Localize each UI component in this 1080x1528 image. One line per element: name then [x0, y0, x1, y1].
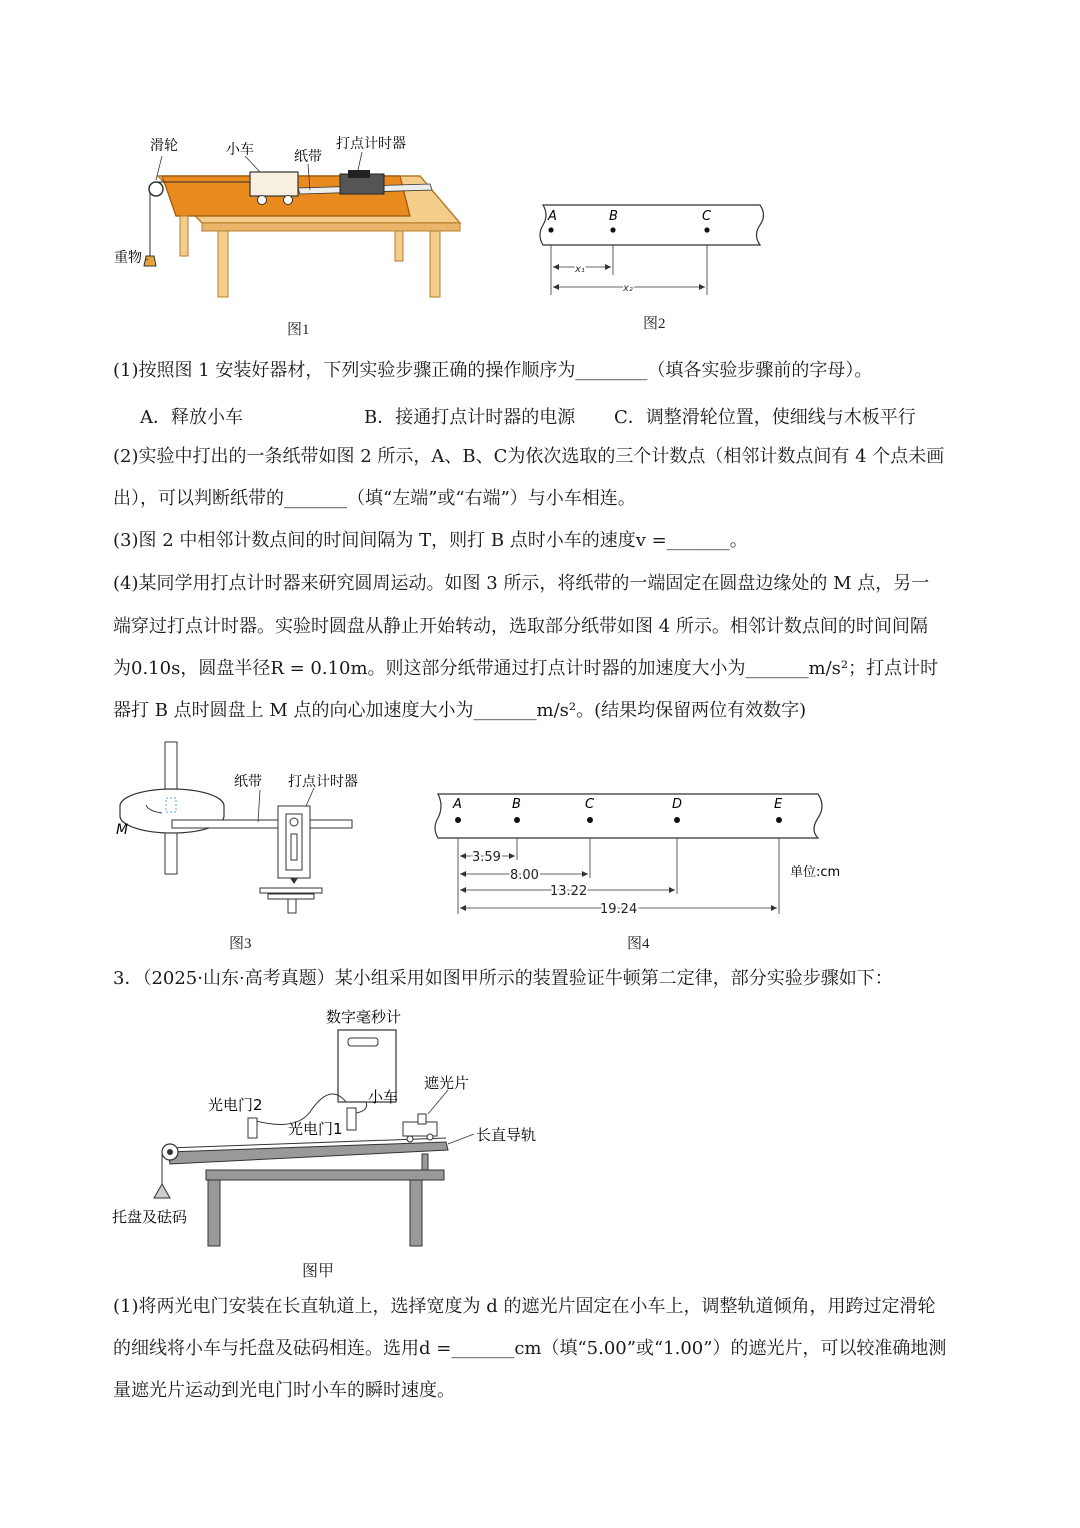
figjia-caption: 图甲 [302, 1263, 335, 1280]
fig1-caption: 图1 [287, 322, 310, 338]
fig2-caption: 图2 [643, 316, 666, 332]
problem3-heading: 3．（2025·山东·高考真题）某小组采用如图甲所示的装置验证牛顿第二定律，部分实验步骤如下： [113, 968, 893, 989]
tape-label: 纸带 [294, 149, 322, 165]
fig4-point-D: D [672, 797, 683, 812]
fig4-dim-3: 13.22 [550, 884, 588, 899]
label-timer: 数字毫秒计 [326, 1008, 402, 1026]
fig4-unit: 单位:cm [790, 865, 841, 880]
fig4-dim-4: 19.24 [600, 902, 638, 917]
figure-1 [110, 128, 470, 308]
point-B: B [609, 209, 618, 224]
figure-3 [110, 738, 370, 928]
fig3-caption: 图3 [229, 936, 252, 952]
timer-label: 打点计时器 [336, 136, 406, 152]
q1-option-a: A．释放小车 [140, 407, 243, 428]
dim-x1: x₁ [575, 264, 585, 275]
figure-jia [110, 1002, 570, 1252]
point-C: C [702, 209, 712, 224]
cart-label: 小车 [226, 142, 254, 158]
fig4-point-A: A [453, 797, 462, 812]
weight-label: 重物 [114, 250, 142, 266]
fig3-tape-label: 纸带 [234, 774, 262, 790]
p3q1-text-2: 的细线将小车与托盘及砝码相连。选用d =_______cm（填“5.00”或“1.00”）的遮光片，可以较准确地测 [113, 1338, 947, 1359]
label-shade: 遮光片 [424, 1074, 470, 1092]
label-cart: 小车 [368, 1088, 399, 1106]
p3q1-text-1: (1)将两光电门安装在长直轨道上，选择宽度为 d 的遮光片固定在小车上，调整轨道倾角，用跨过定滑轮 [113, 1296, 936, 1317]
figure-4 [430, 786, 850, 926]
figure-2 [535, 195, 775, 305]
fig4-dim-1: 3.59 [472, 850, 501, 865]
fig4-point-B: B [512, 797, 521, 812]
fig4-point-C: C [585, 797, 595, 812]
fig4-point-E: E [774, 797, 783, 812]
q4-text-4: 器打 B 点时圆盘上 M 点的向心加速度大小为_______m/s²。(结果均保留两位有效数字) [113, 700, 807, 721]
point-A: A [548, 209, 557, 224]
q2-text-2: 出），可以判断纸带的_______（填“左端”或“右端”）与小车相连。 [113, 488, 636, 509]
fig3-timer-label: 打点计时器 [288, 774, 358, 790]
pulley-label: 滑轮 [150, 138, 178, 154]
label-tray: 托盘及砝码 [112, 1208, 188, 1226]
fig4-caption: 图4 [627, 936, 650, 952]
label-rail: 长直导轨 [476, 1126, 537, 1144]
fig3-m-label: M [116, 822, 129, 838]
p3q1-text-3: 量遮光片运动到光电门时小车的瞬时速度。 [113, 1380, 455, 1401]
q2-text-1: (2)实验中打出的一条纸带如图 2 所示，A、B、C为依次选取的三个计数点（相邻计数点间有 4 个点未画 [113, 446, 945, 467]
q4-text-2: 端穿过打点计时器。实验时圆盘从静止开始转动，选取部分纸带如图 4 所示。相邻计数点间的时间间隔 [113, 616, 928, 637]
q1-option-b: B．接通打点计时器的电源 [364, 407, 576, 428]
fig4-dim-2: 8.00 [510, 868, 539, 883]
q1-text: (1)按照图 1 安装好器材，下列实验步骤正确的操作顺序为________（填各实验步骤前的字母）。 [113, 360, 873, 381]
dim-x2: x₂ [623, 283, 633, 294]
label-gate2: 光电门2 [208, 1096, 263, 1114]
label-gate1: 光电门1 [288, 1120, 343, 1138]
q4-text-3: 为0.10s，圆盘半径R = 0.10m。则这部分纸带通过打点计时器的加速度大小为_______m/s²；打点计时 [113, 658, 939, 679]
q4-text-1: (4)某同学用打点计时器来研究圆周运动。如图 3 所示，将纸带的一端固定在圆盘边缘处的 M 点，另一 [113, 573, 930, 594]
q1-option-c: C．调整滑轮位置，使细线与木板平行 [614, 407, 916, 428]
q3-text: (3)图 2 中相邻计数点间的时间间隔为 T，则打 B 点时小车的速度v =_______。 [113, 530, 748, 551]
